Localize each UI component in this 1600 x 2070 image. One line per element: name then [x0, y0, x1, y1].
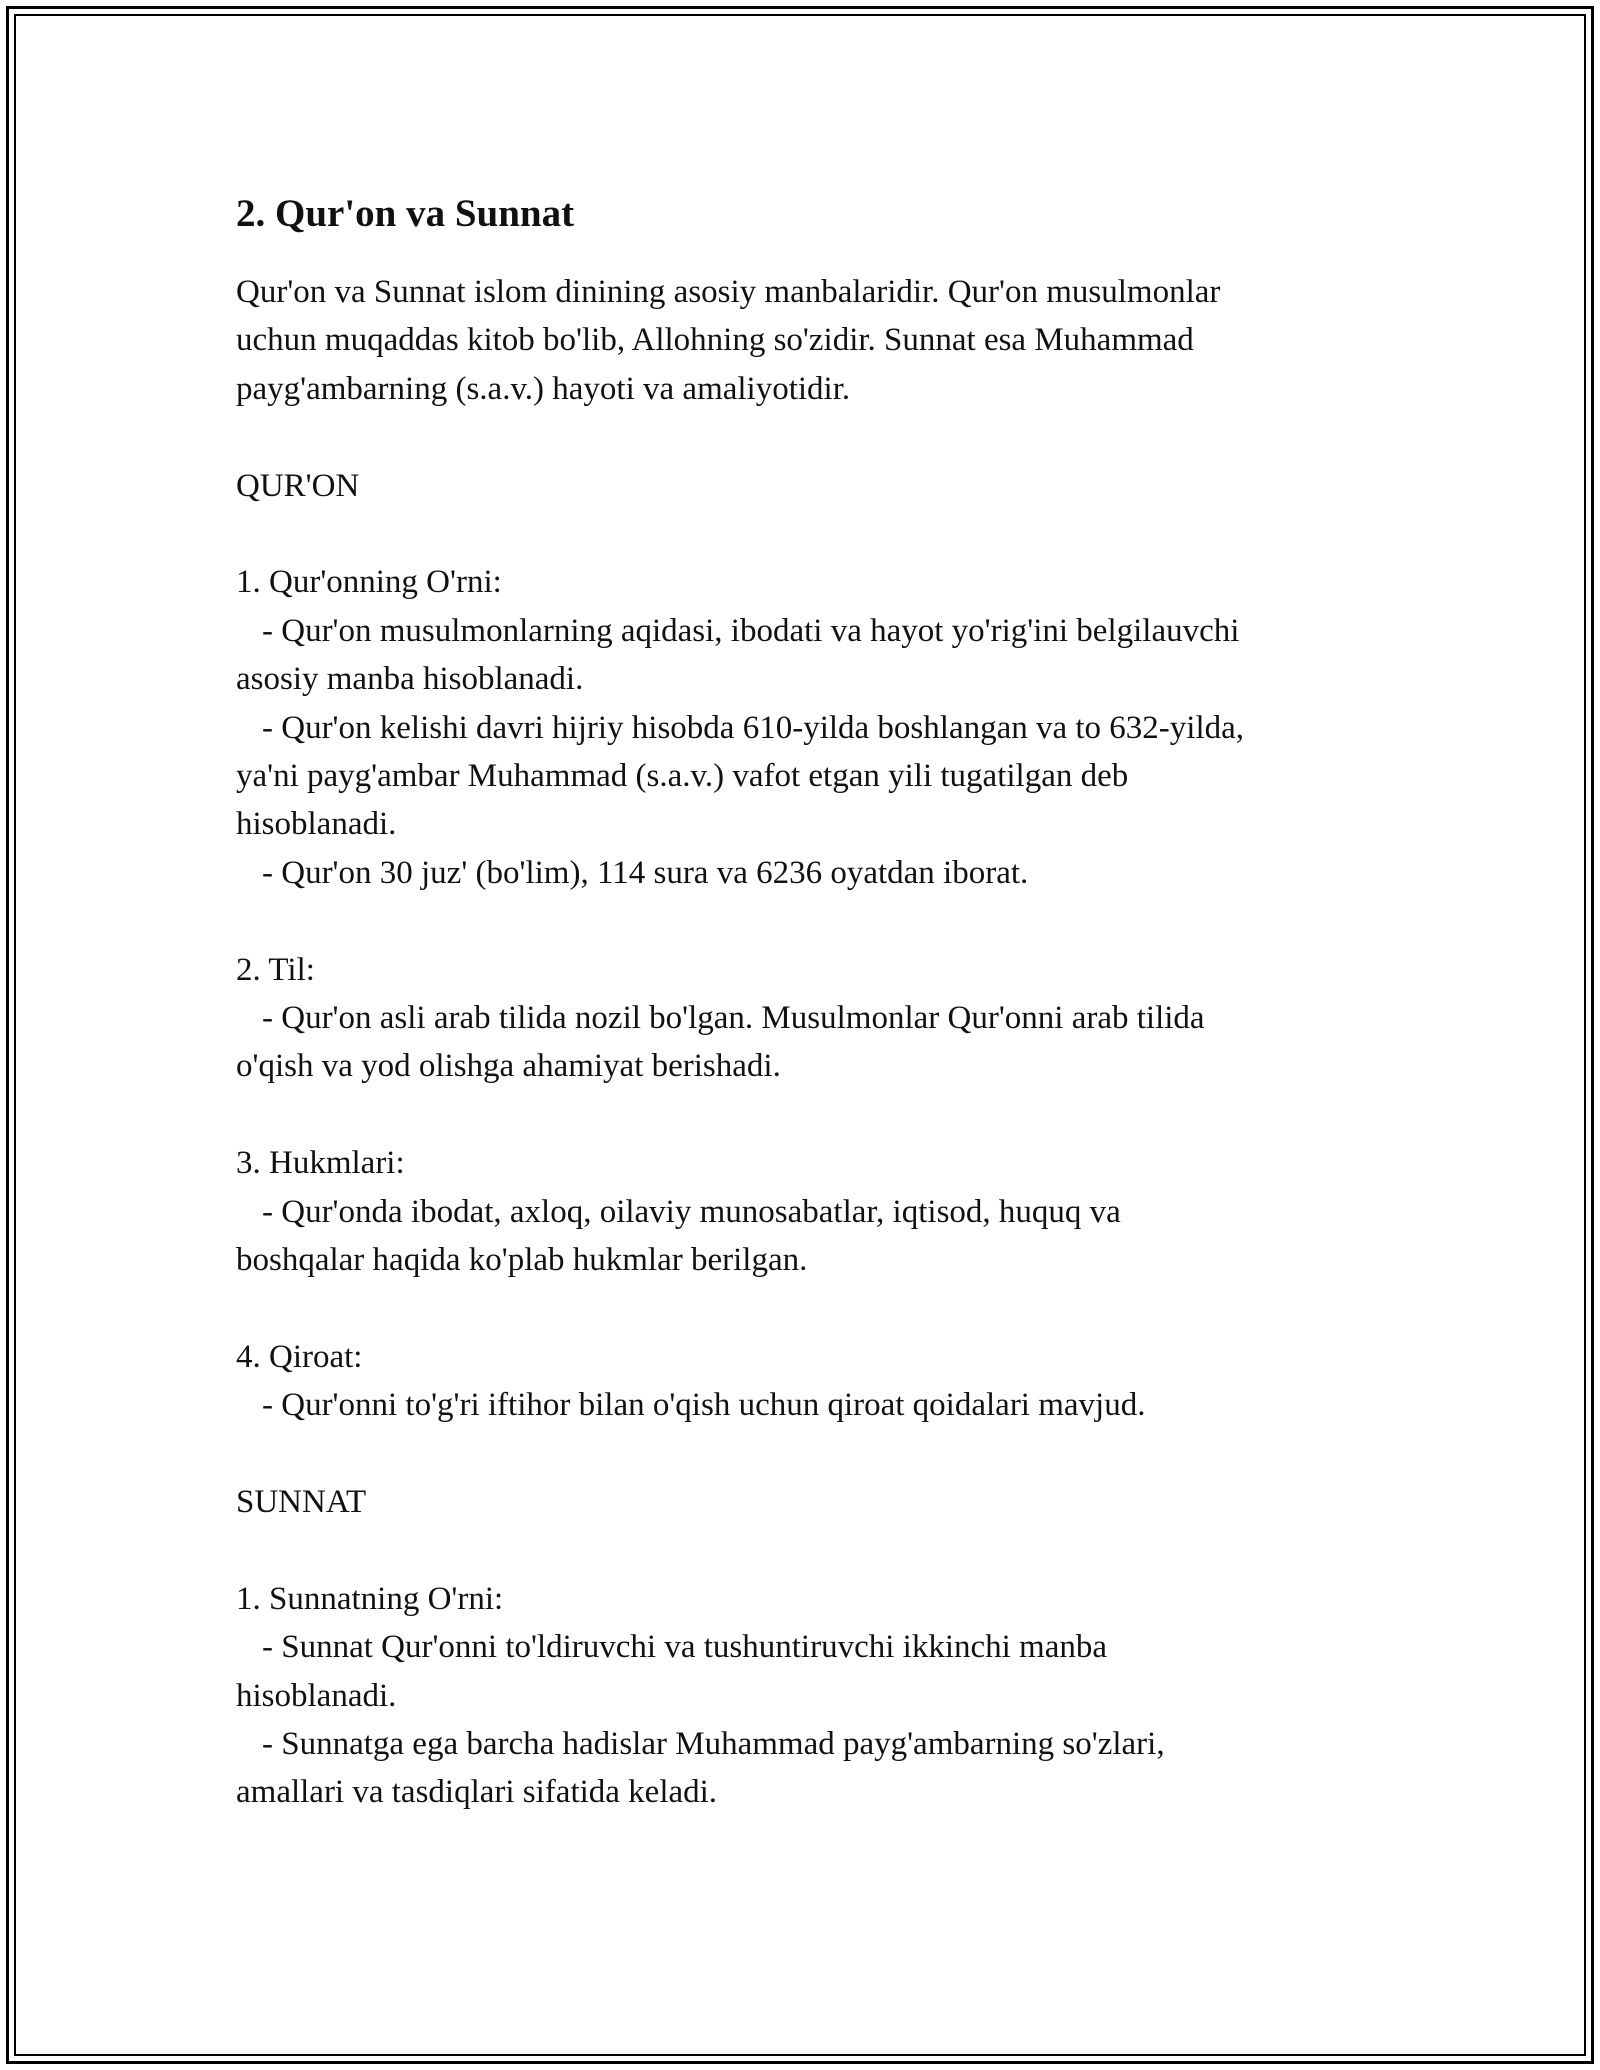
- quron-section-recitation: [236, 1333, 1396, 1430]
- quron-section-rulings: [236, 1139, 1396, 1284]
- document-body: [236, 186, 1396, 1817]
- bullet-line: - Qur'onda ibodat, axloq, oilaviy munosabatlar, iqtisod, huquq va: [262, 1193, 1121, 1230]
- item-label: 1. Sunnatning O'rni:: [236, 1580, 504, 1617]
- bullet-line: asosiy manba hisoblanadi.: [236, 661, 584, 698]
- bullet-line: - Sunnat Qur'onni to'ldiruvchi va tushuntiruvchi ikkinchi manba: [262, 1629, 1108, 1666]
- bullet-line: o'qish va yod olishga ahamiyat berishadi.: [236, 1048, 781, 1085]
- item-label: 2. Til:: [236, 951, 315, 988]
- bullet-line: hisoblanadi.: [236, 806, 397, 843]
- quron-section-role: [236, 558, 1396, 897]
- sunnat-heading: SUNNAT: [236, 1484, 367, 1521]
- bullet-line: - Qur'on musulmonlarning aqidasi, ibodati va hayot yo'rig'ini belgilauvchi: [262, 612, 1240, 649]
- bullet-line: boshqalar haqida ko'plab hukmlar berilgan.: [236, 1242, 808, 1279]
- bullet-line: - Qur'on kelishi davri hijriy hisobda 610-yilda boshlangan va to 632-yilda,: [262, 709, 1245, 746]
- quron-section-language: [236, 946, 1396, 1091]
- quron-heading: QUR'ON: [236, 467, 360, 504]
- intro-line: uchun muqaddas kitob bo'lib, Allohning so'zidir. Sunnat esa Muhammad: [236, 322, 1194, 359]
- bullet-line: hisoblanadi.: [236, 1677, 397, 1714]
- bullet-line: - Qur'onni to'g'ri iftihor bilan o'qish uchun qiroat qoidalari mavjud.: [262, 1387, 1146, 1424]
- bullet-line: - Sunnatga ega barcha hadislar Muhammad payg'ambarning so'zlari,: [262, 1726, 1165, 1763]
- bullet-line: amallari va tasdiqlari sifatida keladi.: [236, 1774, 718, 1811]
- bullet-line: - Qur'on 30 juz' (bo'lim), 114 sura va 6236 oyatdan iborat.: [262, 854, 1029, 891]
- intro-line: payg'ambarning (s.a.v.) hayoti va amaliyotidir.: [236, 370, 851, 407]
- bullet-line: ya'ni payg'ambar Muhammad (s.a.v.) vafot etgan yili tugatilgan deb: [236, 758, 1129, 795]
- item-label: 3. Hukmlari:: [236, 1145, 405, 1182]
- item-label: 4. Qiroat:: [236, 1338, 363, 1375]
- bullet-line: - Qur'on asli arab tilida nozil bo'lgan. Musulmonlar Qur'onni arab tilida: [262, 1000, 1205, 1037]
- intro-paragraph: [236, 268, 1396, 413]
- sunnat-section-role: [236, 1575, 1396, 1817]
- section-title: 2. Qur'on va Sunnat: [236, 192, 575, 235]
- intro-line: Qur'on va Sunnat islom dinining asosiy manbalaridir. Qur'on musulmonlar: [236, 274, 1221, 310]
- item-label: 1. Qur'onning O'rni:: [236, 564, 502, 601]
